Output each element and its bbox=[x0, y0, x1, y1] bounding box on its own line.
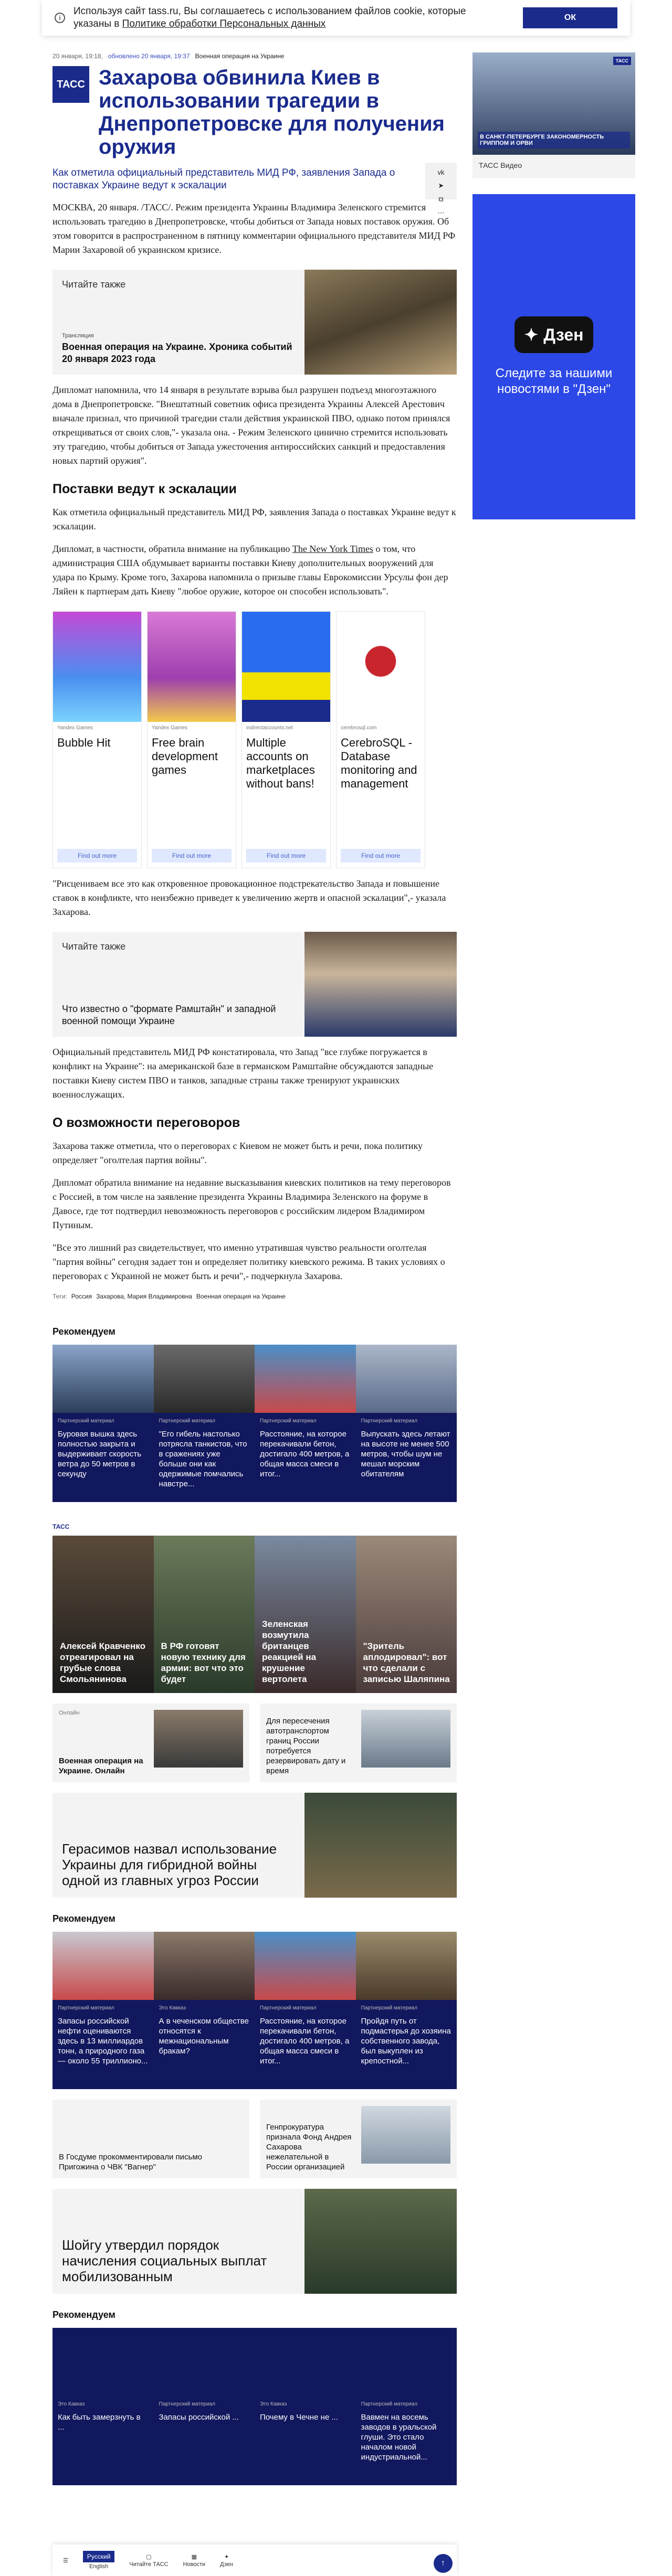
ad-image[interactable] bbox=[53, 612, 141, 722]
article-category-link[interactable]: Военная операция на Украине bbox=[195, 52, 285, 60]
ad-title[interactable]: CerebroSQL - Database monitoring and management bbox=[341, 736, 417, 790]
vk-icon[interactable]: vk bbox=[437, 168, 445, 176]
ad-find-out-button[interactable]: Find out more bbox=[57, 849, 137, 863]
headline-card[interactable]: Шойгу утвердил порядок начисления социальных выплат мобилизованным bbox=[52, 2189, 457, 2294]
border-news-card[interactable]: Для пересечения автотранспортом границ России потребуется резервировать дату и время bbox=[260, 1704, 457, 1782]
recommend-row-1 bbox=[52, 1345, 457, 1502]
read-also-headline[interactable]: Что известно о "формате Рамштайн" и западной военной помощи Украине bbox=[62, 1004, 276, 1026]
read-tass-button[interactable]: ▢ Читайте ТАСС bbox=[129, 2553, 169, 2568]
recommend-card[interactable]: Это Кавказ Как быть замерзнуть в ... bbox=[52, 2328, 154, 2485]
paragraph-7: Захарова также отметила, что о переговорах с Киевом не может быть и речи, пока политику определяет "оголтелая партия войны". bbox=[52, 1141, 423, 1165]
ad-source: cerebrosql.com bbox=[341, 725, 377, 731]
read-also-image[interactable] bbox=[304, 270, 457, 375]
phone-icon: ▢ bbox=[146, 2553, 152, 2560]
recommend-card[interactable]: Партнерский материал Вавмен на восемь заводов в уральской глуши. Это стало началом новой индустриальной... bbox=[356, 2328, 457, 2485]
dzen-star-icon: ✦ bbox=[524, 325, 539, 344]
cookie-text: Используя сайт tass.ru, Вы соглашаетесь с использованием файлов cookie, которые указаны в Политике обработки Персональных данных bbox=[74, 6, 466, 29]
paragraph-1: МОСКВА, 20 января. /ТАСС/. Режим президента Украины Владимира Зеленского стремится использовать трагедию в Днепропетровске, чтобы добиться от Запада новых поставок оружия. Об этом говорится в распространенном в пятницу комментарии официального представителя МИД РФ Марии Захаровой об украинском кризисе. bbox=[52, 202, 456, 255]
ad-card[interactable] bbox=[242, 611, 331, 868]
paragraph-3: Как отметила официальный представитель МИД РФ, заявления Запада о поставках Украине ведут к эскалации. bbox=[52, 507, 456, 531]
recommend-text[interactable]: "Его гибель настолько потрясла танкистов, что в сражениях уже больше они как одержимые помчались навстре... bbox=[159, 1430, 247, 1488]
ad-source: Yandex Games bbox=[57, 725, 93, 731]
news-icon: ▦ bbox=[191, 2553, 197, 2560]
article-lead: Как отметила официальный представитель МИД РФ, заявления Запада о поставках Украине ведут к эскалации bbox=[52, 167, 395, 191]
recommend-title: Рекомендуем bbox=[52, 1913, 116, 1924]
paragraph-9: "Все это лишний раз свидетельствует, что именно утратившая чувство реальности оголтелая "партия войны" сегодня задает тон и определяет политику киевского режима. В таких условиях о переговорах с Украиной не может быть и речи",- подчеркнула Захарова. bbox=[52, 1242, 445, 1281]
subheading-negotiations: О возможности переговоров bbox=[52, 1115, 240, 1130]
news-image[interactable] bbox=[361, 2106, 450, 2164]
tass-more-card[interactable]: Зеленская возмутила британцев реакцией на крушение вертолета bbox=[255, 1536, 356, 1693]
copy-link-icon[interactable]: ⧉ bbox=[438, 195, 444, 203]
recommend-row-3 bbox=[52, 2328, 457, 2485]
read-also-headline[interactable]: Военная операция на Украине. Хроника событий 20 января 2023 года bbox=[62, 342, 292, 364]
tass-logo[interactable]: ТАСС bbox=[52, 66, 89, 103]
ad-image[interactable] bbox=[242, 612, 330, 722]
ad-source: Yandex Games bbox=[152, 725, 188, 731]
recommend-card[interactable]: Партнерский материал Буровая вышка здесь полностью закрыта и выдерживает скорость ветра до 50 метров в секунду bbox=[52, 1345, 154, 1502]
recommend-card[interactable]: Партнерский материал Запасы российской нефти оцениваются здесь в 13 миллиардов тонн, а природного газа — около 55 триллионо... bbox=[52, 1932, 154, 2089]
arrow-up-icon: ↑ bbox=[441, 2559, 445, 2568]
ad-source: indirectaccounts.net bbox=[246, 725, 293, 731]
online-image[interactable] bbox=[154, 1710, 243, 1768]
telegram-icon[interactable]: ➤ bbox=[438, 182, 444, 189]
tags bbox=[52, 1293, 457, 1300]
border-news-image[interactable] bbox=[361, 1710, 450, 1768]
article-column bbox=[52, 52, 457, 2485]
online-row bbox=[52, 1704, 457, 1782]
tass-more-row bbox=[52, 1536, 457, 1693]
paragraph-8: Дипломат обратила внимание на недавние высказывания киевских политиков на тему переговоров с Россией, в том числе на заявление президента Украины Владимира Зеленского на форуме в Давосе, где тот подтвердил невозможность переговоров с российским лидером Владимиром Путиным. bbox=[52, 1177, 451, 1230]
info-icon: i bbox=[55, 13, 65, 23]
news-card[interactable]: Генпрокуратура признала Фонд Андрея Сахарова нежелательной в России организацией bbox=[260, 2100, 457, 2178]
tass-badge: ТАСС bbox=[613, 57, 631, 65]
headline-card[interactable]: Герасимов назвал использование Украины для гибридной войны одной из главных угроз России bbox=[52, 1793, 457, 1898]
dzen-promo[interactable] bbox=[472, 194, 635, 519]
recommend-card[interactable]: Партнерский материал Расстояние, на которое перекачивали бетон, достигало 400 метров, а общая масса смеси в итог... bbox=[255, 1932, 356, 2089]
recommend-card[interactable]: Это Кавказ А в чеченском обществе относятся к межнациональным бракам? bbox=[154, 1932, 255, 2089]
video-caption[interactable]: ТАСС Видео bbox=[479, 161, 522, 169]
subheading-escalation: Поставки ведут к эскалации bbox=[52, 482, 237, 496]
tass-more-card[interactable]: "Зритель аплодировал": вот что сделали с записью Шаляпина bbox=[356, 1536, 457, 1693]
ad-find-out-button[interactable]: Find out more bbox=[152, 849, 232, 863]
online-card[interactable]: Онлайн Военная операция на Украине. Онлайн bbox=[52, 1704, 249, 1782]
headline-image[interactable] bbox=[304, 1793, 457, 1898]
tass-more-card[interactable]: Алексей Кравченко отреагировал на грубые слова Смольянинова bbox=[52, 1536, 154, 1693]
tag-link[interactable]: Военная операция на Украине bbox=[196, 1293, 286, 1300]
recommend-card[interactable]: Партнерский материал Запасы российской ... bbox=[154, 2328, 255, 2485]
article-date: 20 января, 19:18, bbox=[52, 52, 103, 60]
news-row-2 bbox=[52, 2100, 457, 2178]
read-also-1[interactable] bbox=[52, 270, 457, 375]
article-header bbox=[52, 66, 457, 158]
ad-image[interactable] bbox=[337, 612, 425, 722]
cookie-policy-link[interactable]: Политике обработки Персональных данных bbox=[122, 18, 326, 29]
tags-label: Теги: bbox=[52, 1293, 67, 1300]
dzen-icon: ✦ bbox=[224, 2553, 229, 2560]
lang-switch[interactable]: Русский English bbox=[83, 2551, 115, 2570]
ad-image[interactable] bbox=[148, 612, 236, 722]
tag-link[interactable]: Захарова, Мария Владимировна bbox=[96, 1293, 192, 1300]
ad-card[interactable] bbox=[147, 611, 236, 868]
tass-section-label: ТАСС bbox=[52, 1523, 70, 1530]
cookie-ok-button[interactable]: ОК bbox=[523, 7, 617, 28]
cookie-banner bbox=[42, 0, 630, 36]
headline-image[interactable] bbox=[304, 2189, 457, 2294]
recommend-card[interactable]: Партнерский материал Выпускать здесь летают на высоте не менее 500 метров, чтобы шум не мешал морским обитателям bbox=[356, 1345, 457, 1502]
paragraph-6: Официальный представитель МИД РФ констатировала, что Запад "все глубже погружается в конфликт на Украине": на американской базе в германском Рамштайне обсуждаются западные поставки Киеву систем ПВО и танков, западные страны также тренируют украинских военнослужащих. bbox=[52, 1047, 434, 1100]
nyt-link[interactable]: The New York Times bbox=[292, 544, 373, 554]
recommend-text[interactable]: Выпускать здесь летают на высоте не менее 500 метров, чтобы шум не мешал морским обитателям bbox=[361, 1430, 450, 1478]
ad-title[interactable]: Multiple accounts on marketplaces without bans! bbox=[246, 736, 315, 790]
paragraph-2: Дипломат напомнила, что 14 января в результате взрыва был разрушен подъезд многоэтажного дома в Днепропетровске. "Внештатный советник офиса президента Украины Алексей Арестович вначале признал, что причиной трагедии стали действия украинской ПВО, однако потом принялся открещиваться от своих слов,"- указала она. - Режим Зеленского цинично стремится использовать эту трагедию, чтобы добиться от Запада ужесточения антироссийских санкций и предоставления новых партий оружия". bbox=[52, 385, 450, 466]
recommend-card[interactable]: Партнерский материал Пройдя путь от подмастерья до хозяина собственного завода, был выкуплен из крепостной... bbox=[356, 1932, 457, 2089]
read-also-sub: Трансляция bbox=[62, 333, 94, 339]
dzen-logo[interactable]: ✦ Дзен bbox=[514, 316, 593, 353]
paragraph-4: Дипломат, в частности, обратила внимание на публикацию The New York Times о том, что администрация США обдумывает варианты поставки Киеву дополнительных вооружений для удара по Крыму. Кроме того, Захарова напомнила о призыве главы Еврокомиссии Урсулы фон дер Ляйен к партнерам дать Киеву "любое оружие, которое он способен использовать". bbox=[52, 544, 448, 597]
recommend-text[interactable]: Расстояние, на которое перекачивали бетон, достигало 400 метров, а общая масса смеси в итог... bbox=[260, 1430, 350, 1478]
paragraph-5: "Рисценивaем все это как откровенное провокационное подстрекательство Запада и повышение ставок в конфликте, что неизбежно приведет к увеличению жертв и опасной эскалации",- указала Захарова. bbox=[52, 878, 446, 917]
read-also-title: Читайте также bbox=[62, 279, 126, 290]
recommend-title: Рекомендуем bbox=[52, 1326, 116, 1337]
recommend-row-2 bbox=[52, 1932, 457, 2089]
tass-more-card[interactable]: В РФ готовят новую технику для армии: вот что это будет bbox=[154, 1536, 255, 1693]
recommend-card[interactable]: Партнерский материал Расстояние, на которое перекачивали бетон, достигало 400 метров, а общая масса смеси в итог... bbox=[255, 1345, 356, 1502]
menu-button[interactable] bbox=[63, 2557, 68, 2564]
more-icon[interactable]: ⋯ bbox=[437, 209, 445, 217]
video-widget[interactable] bbox=[472, 52, 635, 178]
sidebar bbox=[472, 52, 635, 519]
read-also-title: Читайте также bbox=[62, 941, 126, 952]
scroll-top-button[interactable] bbox=[434, 2554, 453, 2573]
bottom-nav bbox=[52, 2545, 457, 2576]
article-updated: обновлено 20 января, 19:37 bbox=[108, 52, 190, 60]
recommend-card[interactable]: Партнерский материал "Его гибель настолько потрясла танкистов, что в сражениях уже больше они как одержимые помчались навстре... bbox=[154, 1345, 255, 1502]
read-also-image[interactable] bbox=[304, 932, 457, 1037]
dzen-button[interactable]: ✦ Дзен bbox=[220, 2553, 234, 2568]
recommend-card[interactable]: Это Кавказ Почему в Чечне не ... bbox=[255, 2328, 356, 2485]
video-overlay-text: В САНКТ-ПЕТЕРБУРГЕ ЗАКОНОМЕРНОСТЬ ГРИППОМ И ОРВИ bbox=[478, 132, 630, 148]
ad-card[interactable] bbox=[336, 611, 425, 868]
video-thumbnail[interactable] bbox=[472, 52, 635, 155]
news-button[interactable]: ▦ Новости bbox=[183, 2553, 206, 2568]
read-also-2[interactable] bbox=[52, 932, 457, 1037]
menu-icon: ☰ bbox=[63, 2557, 68, 2564]
ad-title[interactable]: Bubble Hit bbox=[57, 736, 111, 749]
ad-block bbox=[52, 611, 457, 868]
dzen-text: Следите за нашими новостями в "Дзен" bbox=[495, 366, 613, 396]
ad-card[interactable] bbox=[52, 611, 142, 868]
tag-link[interactable]: Россия bbox=[71, 1293, 92, 1300]
news-card[interactable]: В Госдуме прокомментировали письмо Пригожина о ЧВК "Вагнер" bbox=[52, 2100, 249, 2178]
recommend-text[interactable]: Буровая вышка здесь полностью закрыта и выдерживает скорость ветра до 50 метров в секунду bbox=[58, 1430, 142, 1478]
ad-title[interactable]: Free brain development games bbox=[152, 736, 218, 776]
ad-find-out-button[interactable]: Find out more bbox=[341, 849, 421, 863]
recommend-title: Рекомендуем bbox=[52, 2309, 116, 2320]
ad-find-out-button[interactable]: Find out more bbox=[246, 849, 326, 863]
article-title: Захарова обвинила Киев в использовании трагедии в Днепропетровске для получения оружия bbox=[99, 66, 445, 158]
share-panel bbox=[425, 163, 457, 217]
article-meta bbox=[52, 52, 457, 60]
